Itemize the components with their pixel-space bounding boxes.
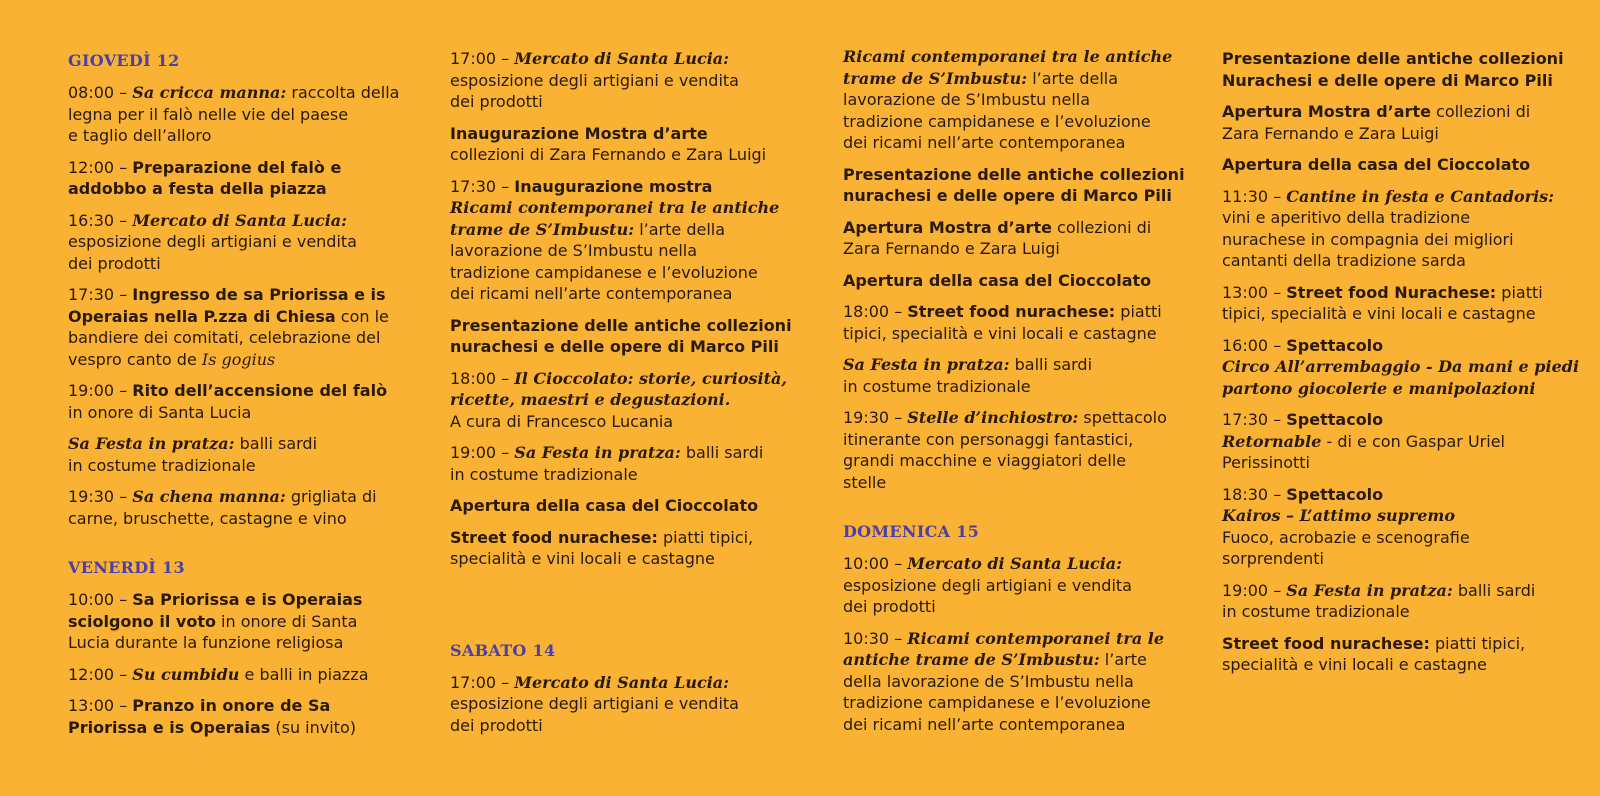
event-title: Apertura della casa del Cioccolato [1222, 155, 1531, 174]
event-text: specialità e vini locali e castagne [450, 549, 715, 568]
day-heading-saturday: SABATO 14 [450, 640, 556, 660]
event-text: piatti [1115, 302, 1162, 321]
event-text: l’arte [1099, 650, 1147, 669]
event-title: Priorissa e is Operaias [68, 717, 271, 737]
event-entry [68, 284, 428, 370]
event-entry [450, 672, 810, 737]
event-text: - di e con Gaspar Uriel [1321, 431, 1505, 451]
event-time: 19:30 – [68, 487, 133, 506]
event-text: dei ricami nell’arte contemporanea [843, 133, 1126, 152]
event-text: vespro canto de [68, 349, 202, 369]
column-4 [1222, 48, 1582, 686]
event-entry [450, 48, 810, 113]
event-title: Mercato di Santa Lucia: [514, 672, 730, 692]
event-entry [1222, 186, 1582, 272]
event-entry [1222, 409, 1582, 474]
event-text: cantanti della tradizione sarda [1222, 251, 1466, 270]
event-title: nurachesi e delle opere di Marco Pili [843, 186, 1172, 205]
event-title: Preparazione del falò e [132, 157, 342, 177]
event-text: grandi macchine e viaggiatori delle [843, 451, 1127, 470]
event-text: in onore di Santa [215, 611, 358, 631]
event-time: 17:30 – [68, 285, 133, 304]
event-title: Sa Festa in pratza: [514, 443, 681, 462]
event-entry [450, 315, 810, 358]
event-text: lavorazione de S’Imbustu nella [843, 90, 1091, 109]
event-title: Street food nurachese: [450, 527, 658, 547]
event-title: Inaugurazione mostra [514, 176, 713, 196]
event-time: 19:00 – [68, 381, 133, 400]
event-entry [1222, 484, 1582, 570]
event-text: collezioni di Zara Fernando e Zara Luigi [450, 145, 767, 164]
event-text: in onore di Santa Lucia [68, 402, 252, 422]
event-text: balli sardi [1452, 580, 1536, 600]
event-text: piatti [1496, 282, 1543, 302]
event-text: tradizione campidanese e l’evoluzione [450, 262, 758, 282]
column-1 [68, 42, 428, 748]
event-text: l’arte della [634, 219, 726, 239]
event-text: itinerante con personaggi fantastici, [843, 429, 1134, 449]
event-time: 10:00 – [68, 590, 133, 609]
event-entry [450, 442, 810, 485]
event-text: Fuoco, acrobazie e scenografie [1222, 527, 1470, 547]
event-time: 11:30 – [1222, 186, 1287, 206]
event-text: raccolta della [286, 83, 400, 102]
event-entry [68, 433, 428, 476]
event-title: Apertura Mostra d’arte [1222, 102, 1431, 121]
event-time: 19:30 – [843, 408, 908, 427]
event-time: 13:00 – [68, 696, 133, 715]
event-entry [1222, 633, 1582, 676]
event-title: Ricami contemporanei tra le antiche [843, 47, 1173, 66]
event-text: dei prodotti [450, 92, 543, 111]
event-entry [843, 553, 1203, 618]
event-title: Mercato di Santa Lucia: [514, 49, 730, 68]
event-text: (su invito) [270, 717, 356, 737]
event-text: Zara Fernando e Zara Luigi [1222, 123, 1439, 143]
event-entry [68, 82, 428, 147]
event-time: 16:00 – [1222, 335, 1287, 355]
event-text: stelle [843, 472, 887, 492]
event-title: sciolgono il voto [68, 611, 216, 631]
event-entry [68, 380, 428, 423]
event-title: nurachesi e delle opere di Marco Pili [450, 337, 779, 356]
event-title: Presentazione delle antiche collezioni [450, 315, 792, 335]
event-text: specialità e vini locali e castagne [1222, 655, 1487, 674]
event-title: Presentazione delle antiche collezioni [1222, 49, 1564, 68]
event-title: Apertura Mostra d’arte [843, 217, 1052, 237]
event-text: e balli in piazza [239, 664, 369, 684]
event-time: 17:30 – [1222, 410, 1287, 429]
event-time: 12:00 – [68, 664, 133, 684]
event-text: tipici, specialità e vini locali e castagne [1222, 304, 1536, 323]
event-time: 19:00 – [450, 443, 515, 462]
event-entry [1222, 101, 1582, 144]
event-title: Sa Festa in pratza: [1286, 580, 1453, 600]
event-entry [843, 628, 1203, 736]
event-text: dei prodotti [843, 597, 936, 616]
event-title: Sa Festa in pratza: [843, 355, 1010, 374]
event-title: Il Cioccolato: storie, curiosità, [514, 368, 787, 388]
event-text: piatti tipici, [657, 527, 754, 547]
event-text: in costume tradizionale [1222, 602, 1410, 621]
event-title: Circo All’arrembaggio - Da mani e piedi [1222, 357, 1580, 376]
event-text: grigliata di [285, 487, 377, 506]
event-text: balli sardi [234, 434, 318, 453]
event-title: Rito dell’accensione del falò [132, 381, 388, 400]
event-title: partono giocolerie e manipolazioni [1222, 378, 1536, 398]
event-title: Stelle d’inchiostro: [907, 408, 1079, 427]
event-title: Sa Festa in pratza: [68, 434, 235, 453]
event-text: balli sardi [680, 443, 764, 462]
event-time: 18:30 – [1222, 484, 1287, 504]
event-entry [843, 354, 1203, 397]
event-text: sorprendenti [1222, 549, 1324, 568]
day-heading-friday: VENERDÌ 13 [68, 558, 185, 577]
event-title: Nurachesi e delle opere di Marco Pili [1222, 70, 1553, 90]
event-entry [1222, 48, 1582, 91]
event-text: Zara Fernando e Zara Luigi [843, 239, 1060, 258]
event-entry [68, 695, 428, 738]
event-text: tipici, specialità e vini locali e castagne [843, 323, 1157, 343]
event-text: lavorazione de S’Imbustu nella [450, 241, 698, 260]
event-text: esposizione degli artigiani e vendita [68, 232, 357, 251]
event-title: Street food Nurachese: [1286, 282, 1497, 302]
event-text: collezioni di [1430, 102, 1531, 121]
event-title: trame de S’Imbustu: [450, 219, 635, 239]
event-text: vini e aperitivo della tradizione [1222, 208, 1471, 227]
event-entry [1222, 154, 1582, 176]
event-time: 17:00 – [450, 49, 515, 68]
event-title: Pranzo in onore de Sa [132, 696, 331, 715]
event-entry [68, 157, 428, 200]
event-title: Spettacolo [1286, 410, 1384, 429]
event-title: Kairos – L’attimo supremo [1222, 506, 1456, 525]
event-time: 18:00 – [843, 302, 908, 321]
event-text: balli sardi [1009, 355, 1093, 374]
event-title: addobbo a festa della piazza [68, 179, 327, 198]
event-title: Sa chena manna: [132, 487, 286, 506]
event-text: della lavorazione de S’Imbustu nella [843, 671, 1134, 691]
event-entry [68, 486, 428, 529]
event-text: tradizione campidanese e l’evoluzione [843, 693, 1151, 712]
event-text: dei ricami nell’arte contemporanea [450, 284, 733, 303]
event-title: Inaugurazione Mostra d’arte [450, 123, 708, 143]
event-entry [68, 589, 428, 654]
event-title: Apertura della casa del Cioccolato [843, 270, 1152, 290]
event-entry [450, 368, 810, 433]
event-title: Ricami contemporanei tra le antiche [450, 198, 780, 217]
event-title: Cantine in festa e Cantadoris: [1286, 186, 1555, 206]
event-entry [68, 210, 428, 275]
event-entry [843, 407, 1203, 493]
event-time: 19:00 – [1222, 580, 1287, 600]
event-title: Ingresso de sa Priorissa e is [132, 285, 386, 304]
event-title: Sa Priorissa e is Operaias [132, 590, 363, 609]
event-time: 10:30 – [843, 628, 908, 648]
event-title: Mercato di Santa Lucia: [132, 210, 348, 230]
event-text: esposizione degli artigiani e vendita [450, 70, 739, 90]
event-text: dei prodotti [450, 715, 543, 735]
event-title: Ricami contemporanei tra le [907, 628, 1165, 648]
event-entry [843, 46, 1203, 154]
event-title: Street food nurachese: [907, 302, 1116, 321]
event-text: carne, bruschette, castagne e vino [68, 508, 347, 528]
event-text: con le [335, 306, 389, 326]
column-3 [843, 46, 1203, 745]
event-text: piatti tipici, [1429, 633, 1526, 653]
event-text: in costume tradizionale [843, 376, 1031, 396]
event-entry [843, 270, 1203, 292]
event-title: Presentazione delle antiche collezioni [843, 164, 1185, 184]
event-title: ricette, maestri e degustazioni. [450, 390, 731, 409]
event-time: 10:00 – [843, 554, 908, 573]
event-entry [843, 217, 1203, 260]
event-text: dei ricami nell’arte contemporanea [843, 714, 1126, 734]
event-title: trame de S’Imbustu: [843, 68, 1028, 88]
event-text: bandiere dei comitati, celebrazione del [68, 328, 381, 347]
event-time: 16:30 – [68, 210, 133, 230]
event-text: in costume tradizionale [450, 464, 638, 484]
event-time: 17:00 – [450, 672, 515, 692]
event-entry [68, 664, 428, 686]
event-time: 12:00 – [68, 157, 133, 177]
event-entry [843, 164, 1203, 207]
event-text: dei prodotti [68, 253, 161, 273]
event-text: e taglio dell’alloro [68, 126, 212, 145]
event-text: Lucia durante la funzione religiosa [68, 633, 344, 652]
event-title: Retornable [1222, 431, 1322, 451]
event-entry [1222, 335, 1582, 400]
event-entry [450, 495, 810, 517]
day-heading-thursday: GIOVEDÌ 12 [68, 51, 180, 70]
event-time: 17:30 – [450, 176, 515, 196]
event-title: Sa cricca manna: [132, 83, 287, 102]
event-entry [450, 527, 810, 570]
event-time: 13:00 – [1222, 282, 1287, 302]
event-entry [1222, 282, 1582, 325]
event-song: Is gogius [201, 349, 276, 369]
event-text: l’arte della [1027, 68, 1119, 88]
event-text: esposizione degli artigiani e vendita [843, 575, 1132, 595]
event-text: in costume tradizionale [68, 455, 256, 475]
event-text: nurachese in compagnia dei migliori [1222, 229, 1514, 249]
event-title: Street food nurachese: [1222, 633, 1430, 653]
event-title: Operaias nella P.zza di Chiesa [68, 306, 336, 326]
event-entry [843, 301, 1203, 344]
event-time: 08:00 – [68, 83, 133, 102]
event-entry [1222, 580, 1582, 623]
day-heading-sunday: DOMENICA 15 [843, 522, 980, 541]
event-entry [450, 176, 810, 305]
event-time: 18:00 – [450, 368, 515, 388]
event-title: Apertura della casa del Cioccolato [450, 496, 759, 515]
event-entry [450, 123, 810, 166]
event-title: Spettacolo [1286, 484, 1384, 504]
event-text: Perissinotti [1222, 453, 1310, 472]
event-text: spettacolo [1078, 408, 1167, 427]
event-text: tradizione campidanese e l’evoluzione [843, 111, 1151, 131]
column-2 [450, 42, 810, 746]
event-title: Spettacolo [1286, 335, 1384, 355]
event-text: collezioni di [1051, 217, 1152, 237]
event-text: legna per il falò nelle vie del paese [68, 104, 349, 124]
event-text: esposizione degli artigiani e vendita [450, 694, 739, 713]
event-text: A cura di Francesco Lucania [450, 411, 674, 431]
event-title: Su cumbidu [132, 664, 240, 684]
event-title: Mercato di Santa Lucia: [907, 554, 1123, 573]
event-title: antiche trame de S’Imbustu: [843, 650, 1100, 669]
